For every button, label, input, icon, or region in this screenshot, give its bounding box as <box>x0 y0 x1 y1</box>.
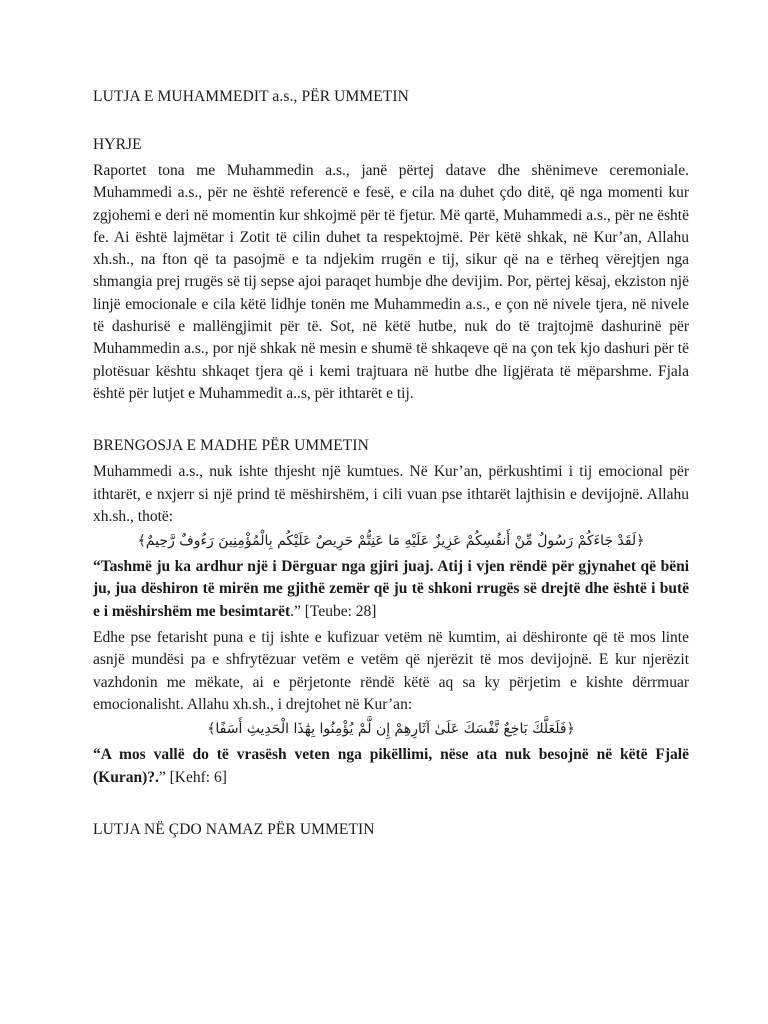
section-brengosja <box>93 437 689 789</box>
quote-paragraph <box>93 744 689 789</box>
body-paragraph: Raportet tona me Muhammedin a.s., janë përtej datave dhe shënimeve ceremoniale. Muhammedi a.s., për ne është referencë e fesë, e cila na duhet çdo ditë, që nga momenti kur zgjohemi e deri në momentin kur shkojmë për të fjetur. Më qartë, Muhammedi a.s., për ne është fe. Ai është lajmëtar i Zotit të cilin duhet ta respektojmë. Për këtë shkak, në Kur’an, Allahu xh.sh., na fton që ta pasojmë e ta ndjekim rrugën e tij, sikur që na e tërheq vërejtjen nga shmangia prej rrugës së tij sepse ajoi paraqet humbje dhe devijim. Por, përtej kësaj, ekziston një linjë emocionale e cila këtë lidhje tonën me Muhammedin a.s., e çon në nivele tjera, në nivele të dashurisë e mallëngjimit për të. Sot, në këtë hutbe, nuk do të trajtojmë dashurinë për Muhammedin a.s., por një shkak në mesin e shumë të shkaqeve që na çon tek kjo dashuri për të plotësuar kështu shkaqet tjera që i kemi trajtuara në hutbe dhe ligjërata të mëparshme. Fjala është për lutjet e Muhammedit a..s, për ithtarët e tij. <box>93 162 689 402</box>
section-heading: BRENGOSJA E MADHE PËR UMMETIN <box>93 437 369 455</box>
section-heading: HYRJE <box>93 136 142 153</box>
quote-paragraph <box>93 556 689 623</box>
body-paragraph: Edhe pse fetarisht puna e tij ishte e kufizuar vetëm në kumtim, ai dëshironte që të mos linte asnjë mundësi pa e shfrytëzuar vetëm e vetëm që njerëzit të mos devijojnë. E kur njerëzit vazhdonin me mëkate, ai e përjetonte rëndë këtë aq sa ky përjetim e kishte dërrmuar emocionalisht. Allahu xh.sh., i drejtohet në Kur’an: <box>93 629 689 713</box>
section-gap <box>93 789 689 813</box>
verse-translation: “Tashmë ju ka ardhur një i Dërguar nga gjiri juaj. Atij i vjen rëndë për gjynahet që bëni ju, jua dëshiron të mirën me gjithë zemër që ju të shkoni rrugës së drejtë dhe është i butë e i mëshirshëm me besimtarët <box>93 558 689 620</box>
arabic-verse: ﴿لَقَدْ جَاءَكُمْ رَسُولٌ مِّنْ أَنفُسِكُمْ عَزِيزٌ عَلَيْهِ مَا عَنِتُّمْ حَرِيصٌ عَلَيْكُم بِالْمُؤْمِنِينَ رَءُوفٌ رَّحِيمٌ﴾ <box>137 533 645 550</box>
section-gap <box>93 405 689 429</box>
verse-reference: ” [Kehf: 6] <box>158 768 227 786</box>
verse-reference: .” [Teube: 28] <box>290 602 377 620</box>
document-title: LUTJA E MUHAMMEDIT a.s., PËR UMMETIN <box>93 88 409 105</box>
section-heading: LUTJA NË ÇDO NAMAZ PËR UMMETIN <box>93 820 375 838</box>
arabic-verse: ﴿فَلَعَلَّكَ بَاخِعٌ نَّفْسَكَ عَلَىٰ آثَارِهِمْ إِن لَّمْ يُؤْمِنُوا بِهَٰذَا الْحَدِيثِ أَسَفًا﴾ <box>207 721 575 738</box>
body-paragraph: Muhammedi a.s., nuk ishte thjesht një kumtues. Në Kur’an, përkushtimi i tij emocional për ithtarët, e nxjerr si një prind të mëshirshëm, i cili vuan pse ithtarët lajthisin e devijojnë. Allahu xh.sh., thotë: <box>93 463 689 525</box>
verse-translation: “A mos vallë do të vrasësh veten nga pikëllimi, nëse ata nuk besojnë në këtë Fjalë (Kuran)?. <box>93 746 689 786</box>
section-hyrje <box>93 136 689 405</box>
section-lutja <box>93 821 689 839</box>
